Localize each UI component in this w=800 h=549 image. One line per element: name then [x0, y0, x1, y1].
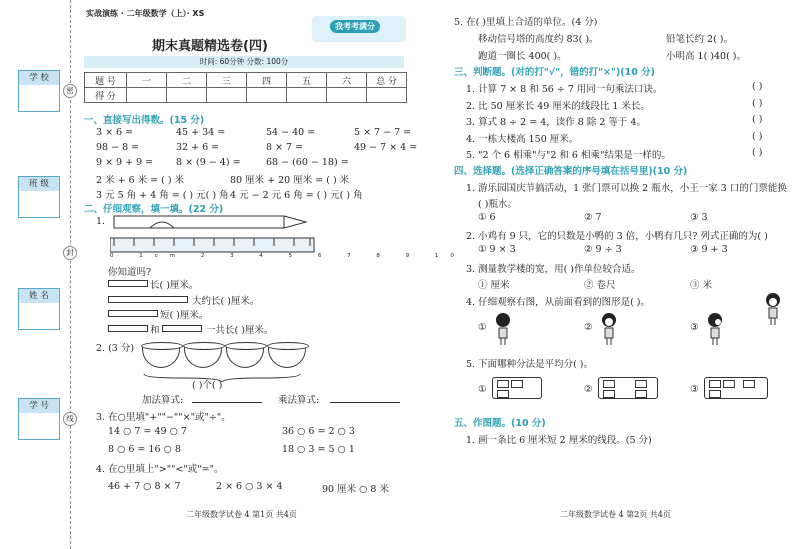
pencil-shape: [162, 325, 202, 332]
question-item: 98 − 8 =: [96, 142, 140, 153]
bowl-icon: [226, 346, 264, 368]
question-number: 1.: [96, 216, 106, 227]
option[interactable]: ②: [584, 322, 593, 333]
question-item: 3 × 6 =: [96, 127, 134, 138]
question-item: 8 ○ 6 = 16 ○ 8: [108, 444, 181, 455]
question-item: 3 元 5 角 + 4 角 = ( ) 元( ) 角: [96, 190, 229, 201]
girl-front-icon: [598, 312, 620, 346]
page-title: 期末真题精选卷(四): [152, 39, 268, 54]
question-item: 一共长( )厘米。: [206, 325, 274, 336]
option[interactable]: ① 厘米: [478, 280, 510, 291]
question-item: ( )个( ): [192, 380, 223, 391]
section-heading: 五、作图题。(10 分): [454, 418, 546, 429]
table-cell: 总 分: [367, 73, 407, 88]
table-cell: 一: [127, 73, 167, 88]
option[interactable]: ② 卷尺: [584, 280, 616, 291]
division-figure: [492, 377, 542, 399]
question-item: 9 × 9 + 9 =: [96, 157, 154, 168]
class-label: 班 级: [19, 177, 59, 191]
table-row: [85, 73, 407, 88]
question-stem: 1. 画一条比 6 厘米短 2 厘米的线段。(5 分): [466, 435, 652, 446]
question-item: 80 厘米 + 20 厘米 = ( ) 米: [230, 175, 350, 186]
score-cell[interactable]: [207, 88, 247, 103]
option[interactable]: ① 6: [478, 212, 496, 223]
girl-side-icon: [704, 312, 726, 346]
question-item: 90 厘米 ○ 8 米: [322, 484, 390, 495]
badge: 我考考满分: [330, 20, 380, 33]
seal-mark: 密: [63, 84, 77, 98]
division-figure: [704, 377, 768, 399]
score-cell[interactable]: [287, 88, 327, 103]
question-item: 4. 一栋大楼高 150 厘米。: [466, 134, 579, 145]
add-formula-label: 加法算式:: [142, 395, 184, 406]
student-number-label: 学 号: [19, 399, 59, 413]
question-item: 49 − 7 × 4 =: [354, 142, 418, 153]
page-footer: 二年级数学试卷 4 第1页 共4页: [186, 510, 297, 519]
question-item: 4 元 − 2 元 6 角 = ( ) 元( ) 角: [230, 190, 363, 201]
question-item: 18 ○ 3 = 5 ○ 1: [282, 444, 355, 455]
seal-mark: 封: [63, 246, 77, 260]
question-item: 铅笔长约 2( )。: [666, 34, 733, 45]
score-table: [84, 72, 407, 103]
bowl-icon: [268, 346, 306, 368]
question-stem: 4. 仔细观察右图，从前面看到的图形是( )。: [466, 297, 651, 308]
student-number-box[interactable]: [18, 398, 60, 440]
question-item: 32 + 6 =: [176, 142, 220, 153]
bowl-icon: [142, 346, 180, 368]
option[interactable]: ②: [584, 384, 593, 395]
question-item: 3. 算式 8 ÷ 2 = 4，读作 8 除 2 等于 4。: [466, 117, 646, 128]
question-item: 2. 比 50 厘米长 49 厘米的线段比 1 米长。: [466, 101, 650, 112]
question-item: 短( )厘米。: [160, 310, 209, 321]
question-item: 1. 计算 7 × 8 和 56 ÷ 7 用同一句乘法口诀。: [466, 84, 663, 95]
option[interactable]: ③ 9 + 3: [690, 244, 728, 255]
option[interactable]: ③ 米: [690, 280, 713, 291]
mul-formula-label: 乘法算式:: [278, 395, 320, 406]
table-cell: 六: [327, 73, 367, 88]
table-cell: 五: [287, 73, 327, 88]
score-cell[interactable]: [127, 88, 167, 103]
ruler-label: 0 1cm 2 3 4 5 6 7 8 9 10: [110, 253, 466, 259]
question-item: 8 × (9 − 4) =: [176, 157, 241, 168]
table-cell: 题 号: [85, 73, 127, 88]
option[interactable]: ② 7: [584, 212, 602, 223]
question-stem: 2. 小鸡有 9 只，它的只数是小鸭的 3 倍，小鸭有几只? 列式正确的为( ): [466, 231, 768, 242]
question-item: 46 + 7 ○ 8 × 7: [108, 481, 181, 492]
question-item: 长( )厘米。: [150, 280, 199, 291]
score-cell[interactable]: [327, 88, 367, 103]
answer-blank[interactable]: ( ): [752, 114, 763, 125]
option[interactable]: ③ 3: [690, 212, 708, 223]
school-label: 学 校: [19, 71, 59, 85]
option[interactable]: ① 9 × 3: [478, 244, 516, 255]
question-item: 和: [150, 325, 160, 336]
question-item: 2 × 6 ○ 3 × 4: [216, 481, 283, 492]
question-item: 14 ○ 7 = 49 ○ 7: [108, 426, 187, 437]
question-item: 2 米 + 6 米 = ( ) 米: [96, 175, 185, 186]
bowls-figure: [142, 346, 310, 371]
question-stem: 4. 在○里填上">""<"或"="。: [96, 464, 224, 475]
question-stem: 5. 在( )里填上合适的单位。(4 分): [454, 17, 598, 28]
section-heading: 一、直接写出得数。(15 分): [84, 115, 205, 126]
class-box[interactable]: [18, 176, 60, 218]
score-cell[interactable]: [167, 88, 207, 103]
series-header: 实战演练 · 二年级数学（上）· XS: [86, 9, 205, 18]
question-item: 36 ○ 6 = 2 ○ 3: [282, 426, 355, 437]
question-item: 小明高 1( )40( )。: [666, 51, 747, 62]
option[interactable]: ② 9 ÷ 3: [584, 244, 622, 255]
pencil-shape: [108, 280, 148, 287]
answer-blank[interactable]: ( ): [752, 98, 763, 109]
question-item: 5 × 7 − 7 =: [354, 127, 412, 138]
question-stem: ( )瓶水。: [478, 199, 517, 210]
option[interactable]: ③: [690, 384, 699, 395]
question-item: 8 × 7 =: [266, 142, 304, 153]
section-heading: 四、选择题。(选择正确答案的序号填在括号里)(10 分): [454, 166, 688, 177]
question-item: 54 − 40 =: [266, 127, 316, 138]
girl-figure-icon: [762, 292, 784, 326]
time-info: 时间: 60分钟 分数: 100分: [84, 56, 404, 68]
know-prompt: 你知道吗?: [108, 267, 152, 278]
division-figure: [598, 377, 658, 399]
question-item: 68 − (60 − 18) =: [266, 157, 349, 168]
table-row: [85, 88, 407, 103]
answer-line[interactable]: [192, 402, 262, 403]
option[interactable]: ③: [690, 322, 699, 333]
answer-blank[interactable]: ( ): [752, 131, 763, 142]
pencil-shape: [108, 325, 148, 332]
section-heading: 三、判断题。(对的打"√"，错的打"×")(10 分): [454, 67, 655, 78]
name-box[interactable]: [18, 288, 60, 330]
question-item: 移动信号塔的高度约 83( )。: [478, 34, 599, 45]
page-footer: 二年级数学试卷 4 第2页 共4页: [560, 510, 671, 519]
pencil-shape: [108, 310, 158, 317]
question-stem: 1. 游乐园国庆节搞活动，1 张门票可以换 2 瓶水，小王一家 3 口的门票能换: [466, 183, 787, 194]
pencil-shape: [108, 296, 188, 303]
question-stem: 3. 在○里填"+""−""×"或"÷"。: [96, 412, 231, 423]
question-stem: 5. 下面哪种分法是平均分( )。: [466, 359, 594, 370]
answer-blank[interactable]: ( ): [752, 147, 763, 158]
seal-mark: 线: [63, 412, 77, 426]
bowl-icon: [184, 346, 222, 368]
table-cell: 四: [247, 73, 287, 88]
question-item: 跑道一圈长 400( )。: [478, 51, 567, 62]
option[interactable]: ①: [478, 322, 487, 333]
score-cell[interactable]: [367, 88, 407, 103]
table-cell: 得 分: [85, 88, 127, 103]
score-cell[interactable]: [247, 88, 287, 103]
binding-line: [70, 0, 71, 549]
question-item: 5. "2 个 6 相乘"与"2 和 6 相乘"结果是一样的。: [466, 150, 671, 161]
school-box[interactable]: [18, 70, 60, 112]
question-item: 大约长( )厘米。: [192, 296, 260, 307]
section-heading: 二、仔细观察，填一填。(22 分): [84, 204, 224, 215]
question-number: 2. (3 分): [96, 343, 135, 354]
table-cell: 二: [167, 73, 207, 88]
answer-blank[interactable]: ( ): [752, 81, 763, 92]
question-stem: 3. 测量教学楼的宽，用( )作单位较合适。: [466, 264, 641, 275]
answer-line[interactable]: [330, 402, 400, 403]
question-item: 45 + 34 =: [176, 127, 226, 138]
girl-back-icon: [492, 312, 514, 346]
table-cell: 三: [207, 73, 247, 88]
option[interactable]: ①: [478, 384, 487, 395]
name-label: 姓 名: [19, 289, 59, 303]
